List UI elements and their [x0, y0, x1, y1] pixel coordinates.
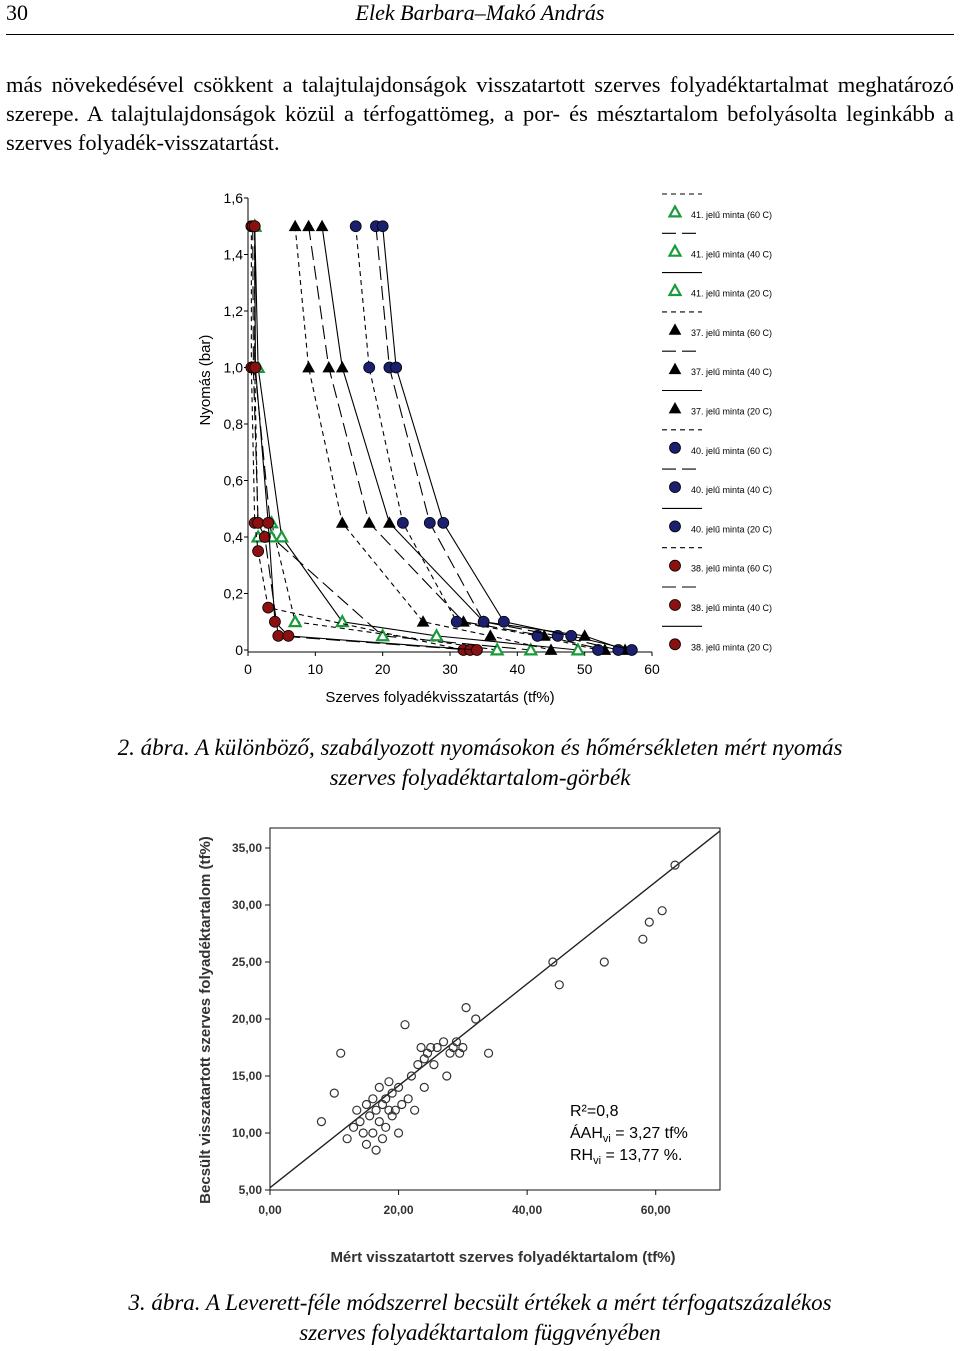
series-11	[249, 221, 482, 656]
scatter-point	[600, 958, 608, 966]
legend-marker	[670, 600, 681, 611]
scatter-point	[404, 1095, 412, 1103]
scatter-point	[420, 1083, 428, 1091]
series-7	[370, 221, 623, 656]
y-tick-label: 25,00	[231, 955, 262, 969]
rh-name: RH	[570, 1147, 594, 1164]
legend-label: 38. jelű minta (60 C)	[691, 563, 773, 574]
data-point	[593, 645, 604, 656]
data-point	[377, 221, 388, 232]
legend-marker	[670, 285, 681, 295]
x-tick-label: 20	[374, 661, 391, 677]
figure-3-caption-line2: szerves folyadéktartalom függvényében	[299, 1320, 661, 1345]
series-8	[377, 221, 637, 656]
aah-name: ÁAH	[570, 1125, 603, 1142]
scatter-point	[472, 1015, 480, 1023]
data-point	[303, 221, 314, 231]
x-axis-label: Mért visszatartott szerves folyadéktartalom (tf%)	[330, 1249, 676, 1266]
y-axis-label: Becsült visszatartott szerves folyadéktartalom (tf%)	[197, 836, 214, 1204]
legend-label: 41. jelű minta (40 C)	[691, 249, 773, 260]
scatter-point	[555, 981, 563, 989]
legend-marker	[670, 442, 681, 453]
scatter-point	[362, 1101, 370, 1109]
legend-label: 40. jelű minta (40 C)	[691, 485, 773, 496]
scatter-point	[395, 1129, 403, 1137]
data-point	[424, 517, 435, 528]
series-line	[255, 226, 531, 650]
series-10	[247, 221, 475, 656]
legend-marker	[670, 403, 681, 413]
data-point	[626, 645, 637, 656]
y-tick-label: 30,00	[231, 898, 262, 912]
y-tick-label: 15,00	[231, 1069, 262, 1083]
rh-value: = 13,77 %.	[601, 1147, 683, 1164]
data-point	[350, 221, 361, 232]
scatter-point	[372, 1106, 380, 1114]
legend-marker	[670, 246, 681, 256]
scatter-point	[385, 1078, 393, 1086]
scatter-point	[330, 1089, 338, 1097]
x-tick-label: 0	[244, 661, 252, 677]
series-line	[383, 226, 632, 650]
scatter-point	[353, 1106, 361, 1114]
data-point	[431, 630, 442, 640]
x-tick-label: 0,00	[258, 1203, 282, 1217]
scatter-point	[337, 1049, 345, 1057]
figure-2-caption-line2: szerves folyadéktartalom-görbék	[329, 765, 631, 790]
legend-label: 38. jelű minta (20 C)	[691, 642, 773, 653]
legend-label: 38. jelű minta (40 C)	[691, 603, 773, 613]
data-point	[566, 630, 577, 641]
figure-2-caption	[0, 733, 960, 793]
legend-label: 37. jelű minta (40 C)	[691, 367, 773, 378]
data-point	[303, 362, 314, 372]
data-point	[451, 616, 462, 627]
y-tick-label: 35,00	[231, 841, 262, 855]
series-line	[255, 226, 497, 650]
y-tick-label: 0,6	[223, 472, 243, 489]
y-tick-label: 0,2	[223, 585, 243, 602]
data-point	[283, 630, 294, 641]
scatter-point	[485, 1049, 493, 1057]
x-tick-label: 30	[442, 661, 458, 677]
scatter-point	[430, 1061, 438, 1069]
scatter-point	[356, 1118, 364, 1126]
scatter-point	[462, 1004, 470, 1012]
scatter-point	[343, 1135, 351, 1143]
legend-marker	[670, 521, 681, 532]
figure-3-caption-line1: 3. ábra. A Leverett-féle módszerrel becsült értékek a mért térfogatszázalékos	[128, 1290, 832, 1315]
y-tick-label: 1,6	[223, 190, 243, 206]
running-title: Elek Barbara–Makó András	[355, 0, 605, 25]
scatter-point	[417, 1044, 425, 1052]
y-tick-label: 0,8	[223, 416, 243, 432]
data-point	[317, 221, 328, 231]
data-point	[253, 517, 264, 528]
legend-marker	[670, 482, 681, 493]
data-point	[384, 517, 395, 527]
data-point	[263, 517, 274, 528]
data-point	[276, 532, 287, 542]
y-axis-label: Nyomás (bar)	[197, 334, 214, 426]
series-4	[303, 221, 610, 655]
scatter-point	[362, 1140, 370, 1148]
scatter-point	[443, 1072, 451, 1080]
figure-2-caption-line1: 2. ábra. A különböző, szabályozott nyomásokon és hőmérsékleten mért nyomás	[117, 735, 843, 760]
data-point	[498, 616, 509, 627]
legend-marker	[670, 364, 681, 374]
data-point	[485, 630, 496, 640]
page-header	[6, 0, 954, 35]
scatter-point	[317, 1118, 325, 1126]
legend-marker	[670, 639, 681, 650]
data-point	[263, 602, 274, 613]
data-point	[323, 362, 334, 372]
data-point	[391, 362, 402, 373]
scatter-point	[398, 1101, 406, 1109]
x-tick-label: 20,00	[383, 1203, 414, 1217]
series-line	[251, 226, 463, 650]
legend-label: 37. jelű minta (20 C)	[691, 406, 773, 417]
series-line	[356, 226, 598, 650]
data-point	[250, 362, 261, 373]
legend-label: 37. jelű minta (60 C)	[691, 327, 773, 338]
y-tick-label: 1,4	[223, 246, 243, 263]
aah-subscript: vi	[602, 1133, 611, 1145]
series-9	[246, 221, 469, 656]
scatter-point	[411, 1106, 419, 1114]
legend-label: 40. jelű minta (20 C)	[691, 524, 773, 535]
scatter-point	[375, 1118, 383, 1126]
y-tick-label: 0	[235, 642, 243, 658]
x-tick-label: 40,00	[512, 1203, 543, 1217]
data-point	[478, 616, 489, 627]
data-point	[273, 630, 284, 641]
series-line	[295, 226, 551, 650]
scatter-point	[369, 1095, 377, 1103]
y-tick-label: 0,4	[223, 529, 243, 545]
y-tick-label: 1,0	[223, 359, 243, 376]
y-tick-label: 5,00	[238, 1183, 262, 1197]
figure-3-caption	[0, 1288, 960, 1348]
data-point	[364, 517, 375, 527]
r-squared-label: R²=0,8	[570, 1103, 619, 1120]
series-5	[317, 221, 631, 655]
rh-subscript: vi	[593, 1155, 602, 1167]
series-2	[249, 221, 583, 655]
scatter-point	[639, 935, 647, 943]
data-point	[253, 546, 264, 557]
legend-marker	[670, 560, 681, 571]
aah-value: = 3,27 tf%	[610, 1125, 688, 1142]
series-line	[309, 226, 605, 650]
legend-marker	[670, 207, 681, 217]
data-point	[471, 645, 482, 656]
data-point	[337, 362, 348, 372]
x-tick-label: 40	[509, 661, 526, 677]
scatter-point	[372, 1146, 380, 1154]
x-tick-label: 50	[576, 661, 593, 677]
legend-label: 41. jelű minta (20 C)	[691, 288, 773, 299]
data-point	[438, 517, 449, 528]
x-axis-label: Szerves folyadékvisszatartás (tf%)	[325, 689, 555, 706]
scatter-point	[440, 1038, 448, 1046]
data-point	[290, 221, 301, 231]
scatter-point	[379, 1135, 387, 1143]
series-1	[249, 221, 536, 655]
page-number: 30	[6, 0, 28, 25]
data-point	[269, 616, 280, 627]
series-0	[249, 221, 502, 655]
legend-label: 41. jelű minta (60 C)	[691, 210, 773, 220]
scatter-point	[658, 907, 666, 915]
series-line	[322, 226, 625, 650]
aah-label	[570, 1123, 688, 1145]
scatter-point	[401, 1021, 409, 1029]
x-tick-label: 60,00	[640, 1203, 671, 1217]
y-tick-label: 10,00	[231, 1126, 262, 1140]
x-tick-label: 60	[644, 661, 660, 677]
x-tick-label: 10	[307, 661, 324, 677]
scatter-point	[369, 1129, 377, 1137]
data-point	[337, 517, 348, 527]
legend-marker	[670, 324, 681, 334]
data-point	[290, 616, 301, 626]
legend-label: 40. jelű minta (60 C)	[691, 445, 773, 456]
scatter-point	[366, 1112, 374, 1120]
series-line	[255, 226, 477, 650]
figure-2-chart	[0, 180, 960, 720]
series-line	[255, 226, 578, 650]
rh-label	[570, 1147, 682, 1167]
body-paragraph: más növekedésével csökkent a talajtulajdonságok visszatartott szerves folyadéktartalmat meghatározó szerepe. A talajtulajdonságok közül a térfogattömeg, a por- és mésztartalom befolyásolta leginkább a szerves folyadék-visszatartást.	[6, 72, 954, 155]
scatter-point	[350, 1123, 358, 1131]
data-point	[397, 517, 408, 528]
series-line	[376, 226, 618, 650]
data-point	[546, 645, 557, 655]
scatter-point	[414, 1061, 422, 1069]
scatter-point	[375, 1083, 383, 1091]
scatter-point	[359, 1129, 367, 1137]
figure-3-chart	[0, 820, 960, 1290]
y-tick-label: 20,00	[231, 1012, 262, 1026]
data-point	[249, 221, 260, 232]
scatter-point	[645, 918, 653, 926]
scatter-point	[382, 1123, 390, 1131]
data-point	[364, 362, 375, 373]
y-tick-label: 1,2	[223, 303, 243, 319]
